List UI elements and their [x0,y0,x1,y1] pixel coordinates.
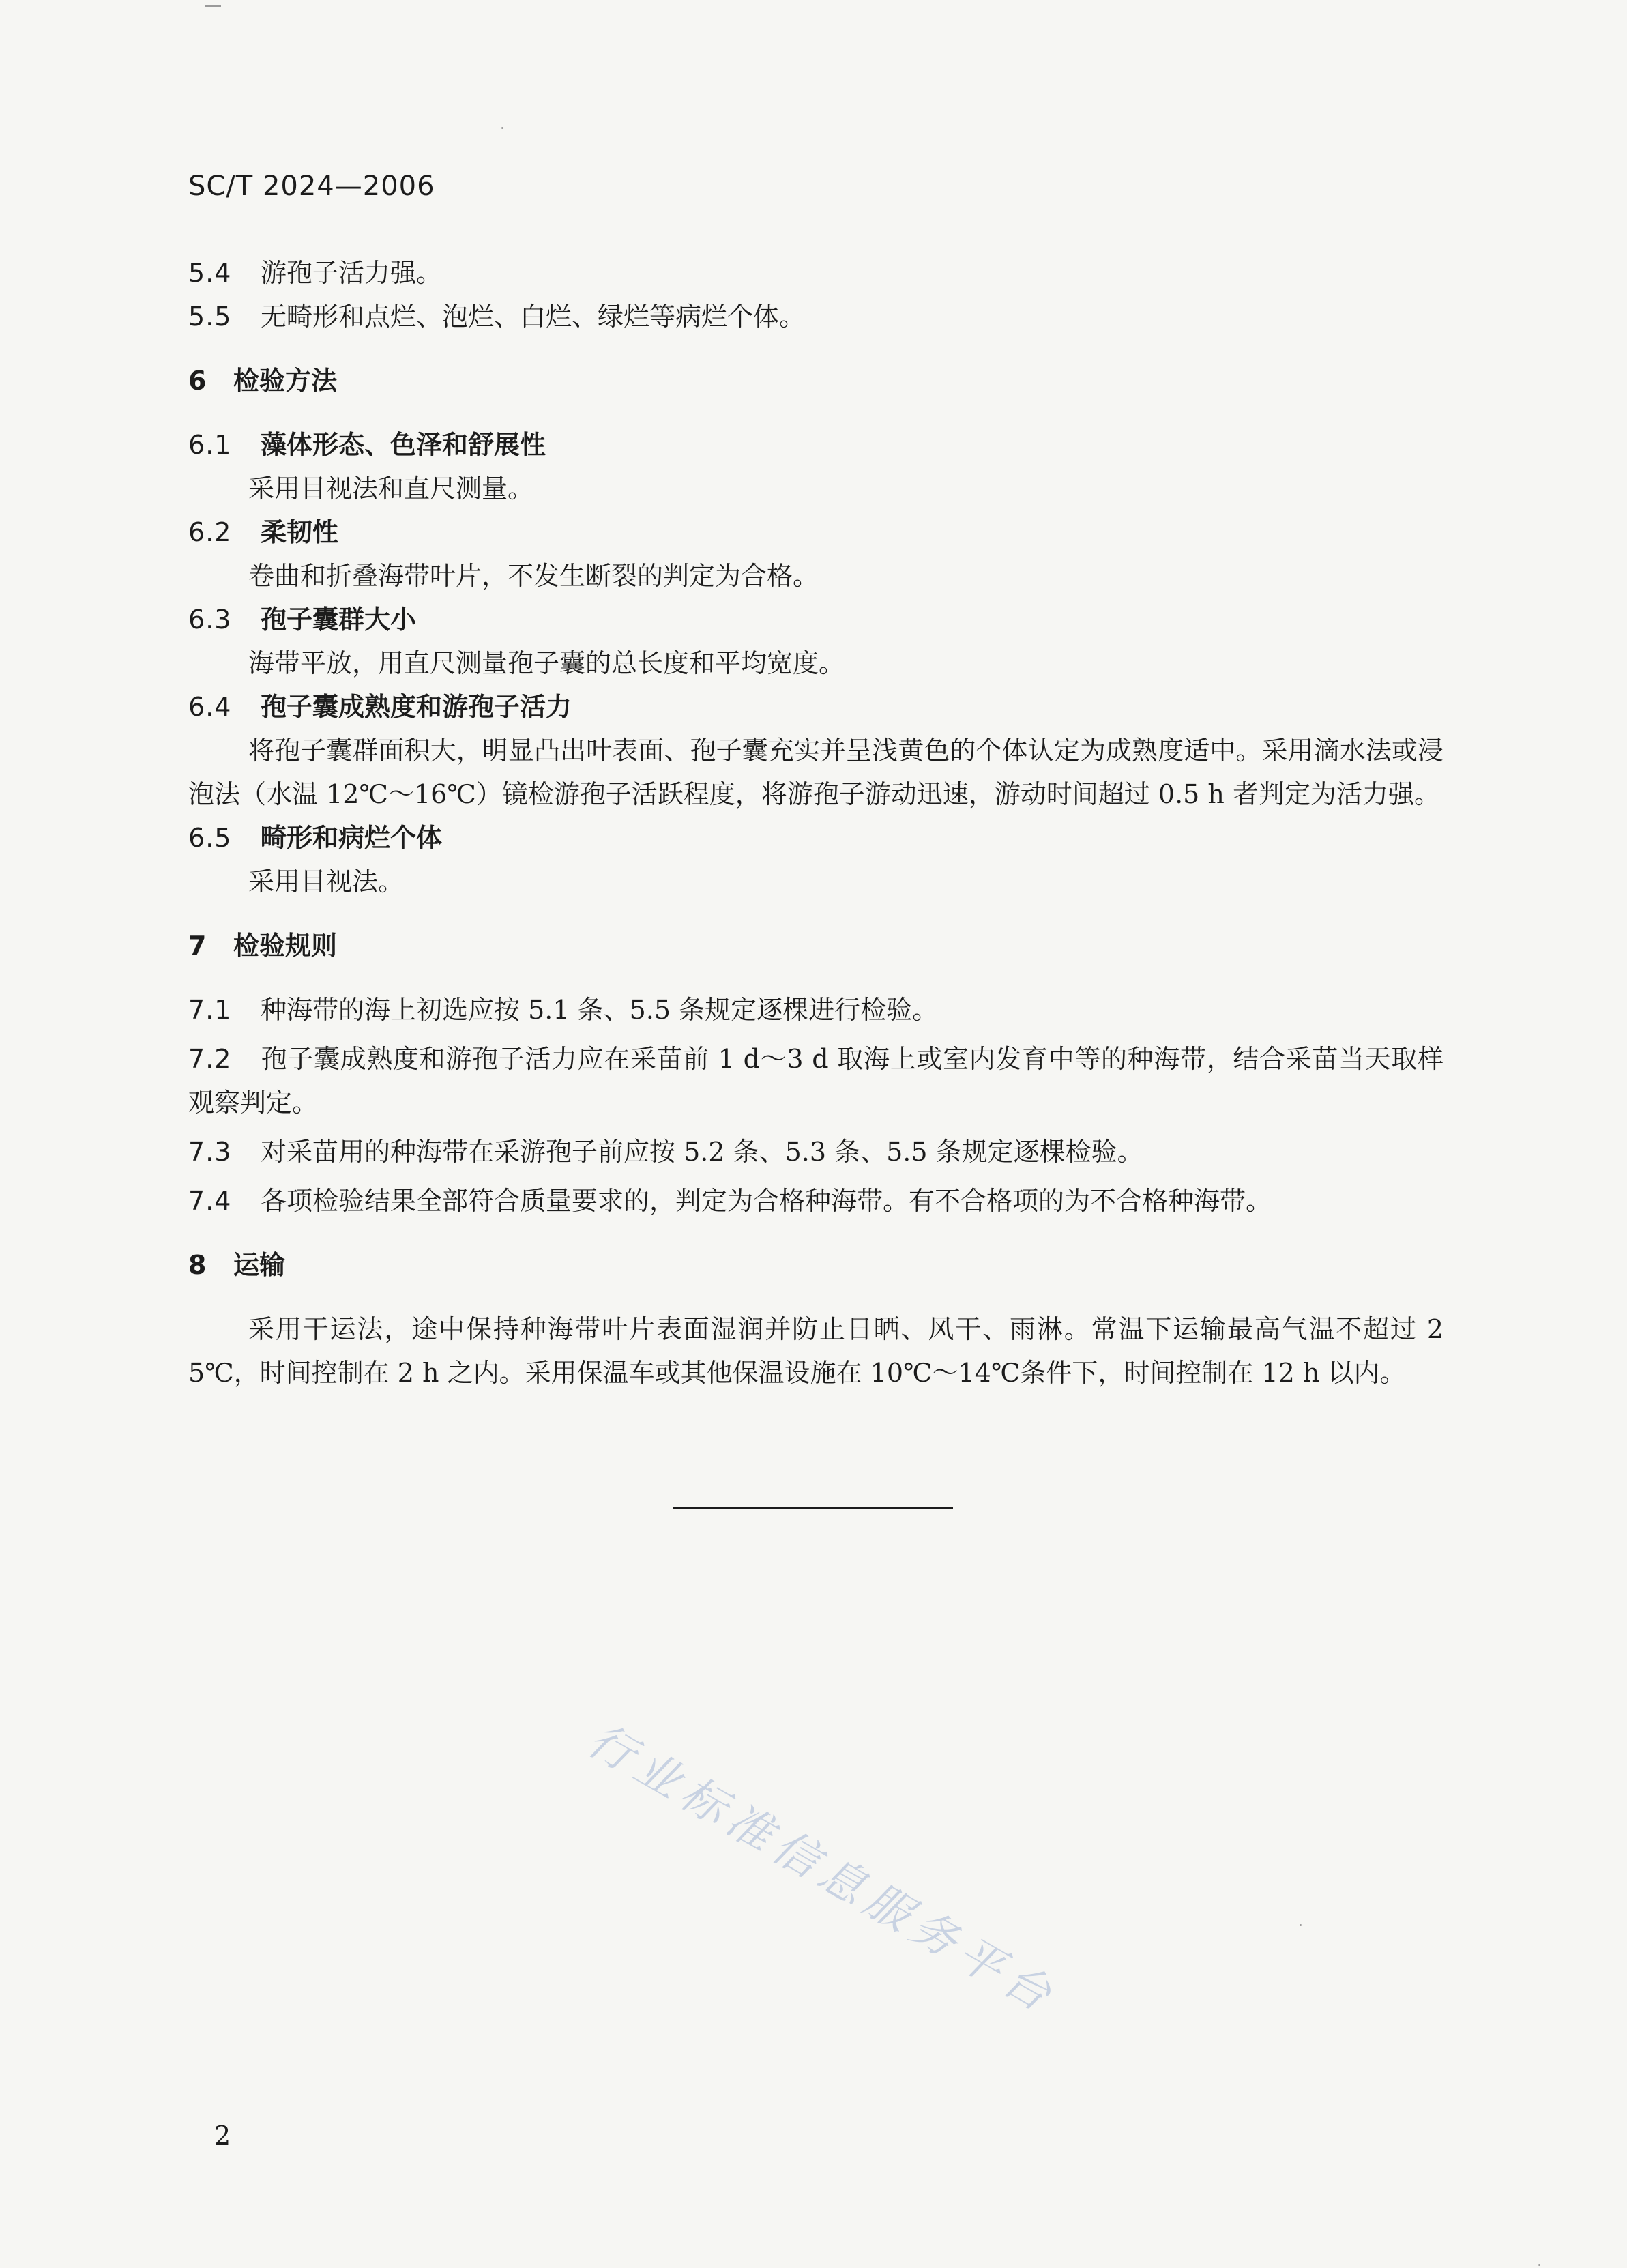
section-title: 运输 [233,1250,286,1280]
section-heading-8 [188,1243,1443,1287]
clause-number: 6.1 [188,430,232,460]
clause-6-4-heading [188,685,1443,729]
clause-number: 6.5 [188,823,232,853]
clause-number: 5.4 [188,258,232,288]
document-body [188,251,1443,1395]
clause-text: 孢子囊成熟度和游孢子活力应在采苗前 1 d～3 d 取海上或室内发育中等的种海带，结合采苗当天取样观察判定。 [188,1044,1443,1118]
clause-5-4 [188,251,1443,295]
section-title: 检验方法 [233,366,338,396]
section-number: 6 [188,366,207,396]
clause-6-5-text: 采用目视法。 [248,867,405,897]
clause-title: 柔韧性 [261,517,339,547]
clause-6-3-text: 海带平放，用直尺测量孢子囊的总长度和平均宽度。 [248,648,845,678]
clause-number: 7.3 [188,1137,232,1167]
clause-title: 畸形和病烂个体 [261,823,443,853]
clause-number: 6.4 [188,692,232,722]
section-title: 检验规则 [233,931,338,961]
clause-6-1-text: 采用目视法和直尺测量。 [248,474,534,504]
clause-6-5-heading [188,816,1443,860]
end-of-standard-rule [673,1507,953,1509]
clause-6-4-text: 将孢子囊群面积大，明显凸出叶表面、孢子囊充实并呈浅黄色的个体认定为成熟度适中。采用滴水法或浸泡法（水温 12℃～16℃）镜检游孢子活跃程度，将游孢子游动迅速，游动时间超过 0.5 h 者判定为活力强。 [188,736,1443,809]
clause-6-2-heading [188,510,1443,554]
clause-text: 种海带的海上初选应按 5.1 条、5.5 条规定逐棵进行检验。 [261,995,939,1025]
clause-text: 对采苗用的种海带在采游孢子前应按 5.2 条、5.3 条、5.5 条规定逐棵检验。 [261,1137,1143,1167]
section-8-text: 采用干运法，途中保持种海带叶片表面湿润并防止日晒、风干、雨淋。常温下运输最高气温不超过 25℃，时间控制在 2 h 之内。采用保温车或其他保温设施在 10℃～14℃条件下，时间控制在 12 h 以内。 [188,1314,1443,1388]
clause-number: 7.4 [188,1186,232,1216]
clause-7-1 [188,988,1443,1032]
clause-5-5 [188,295,1443,338]
section-heading-7 [188,924,1443,968]
section-heading-6 [188,359,1443,403]
clause-6-3-heading [188,598,1443,641]
clause-title: 孢子囊成熟度和游孢子活力 [261,692,572,722]
clause-7-3 [188,1130,1443,1174]
section-number: 7 [188,931,207,961]
scan-speck [501,127,503,129]
scan-speck [205,5,221,7]
scan-speck [1538,2264,1540,2266]
clause-text: 无畸形和点烂、泡烂、白烂、绿烂等病烂个体。 [261,302,806,332]
clause-title: 孢子囊群大小 [261,605,417,635]
clause-text: 各项检验结果全部符合质量要求的，判定为合格种海带。有不合格项的为不合格种海带。 [261,1186,1272,1216]
scan-speck [1300,1924,1302,1926]
clause-number: 5.5 [188,302,232,332]
section-number: 8 [188,1250,207,1280]
clause-number: 6.2 [188,517,232,547]
clause-text: 游孢子活力强。 [261,258,443,288]
clause-title: 藻体形态、色泽和舒展性 [261,430,546,460]
clause-7-2 [188,1037,1443,1124]
clause-6-2-text: 卷曲和折叠海带叶片，不发生断裂的判定为合格。 [248,561,819,591]
clause-7-4 [188,1179,1443,1223]
watermark: 行业标准信息服务平台 [579,1713,1066,2025]
clause-number: 7.2 [188,1044,232,1074]
clause-number: 6.3 [188,605,232,635]
clause-6-1-heading [188,423,1443,467]
page-number: 2 [214,2121,231,2151]
clause-number: 7.1 [188,995,232,1025]
standard-code: SC/T 2024—2006 [188,171,435,202]
